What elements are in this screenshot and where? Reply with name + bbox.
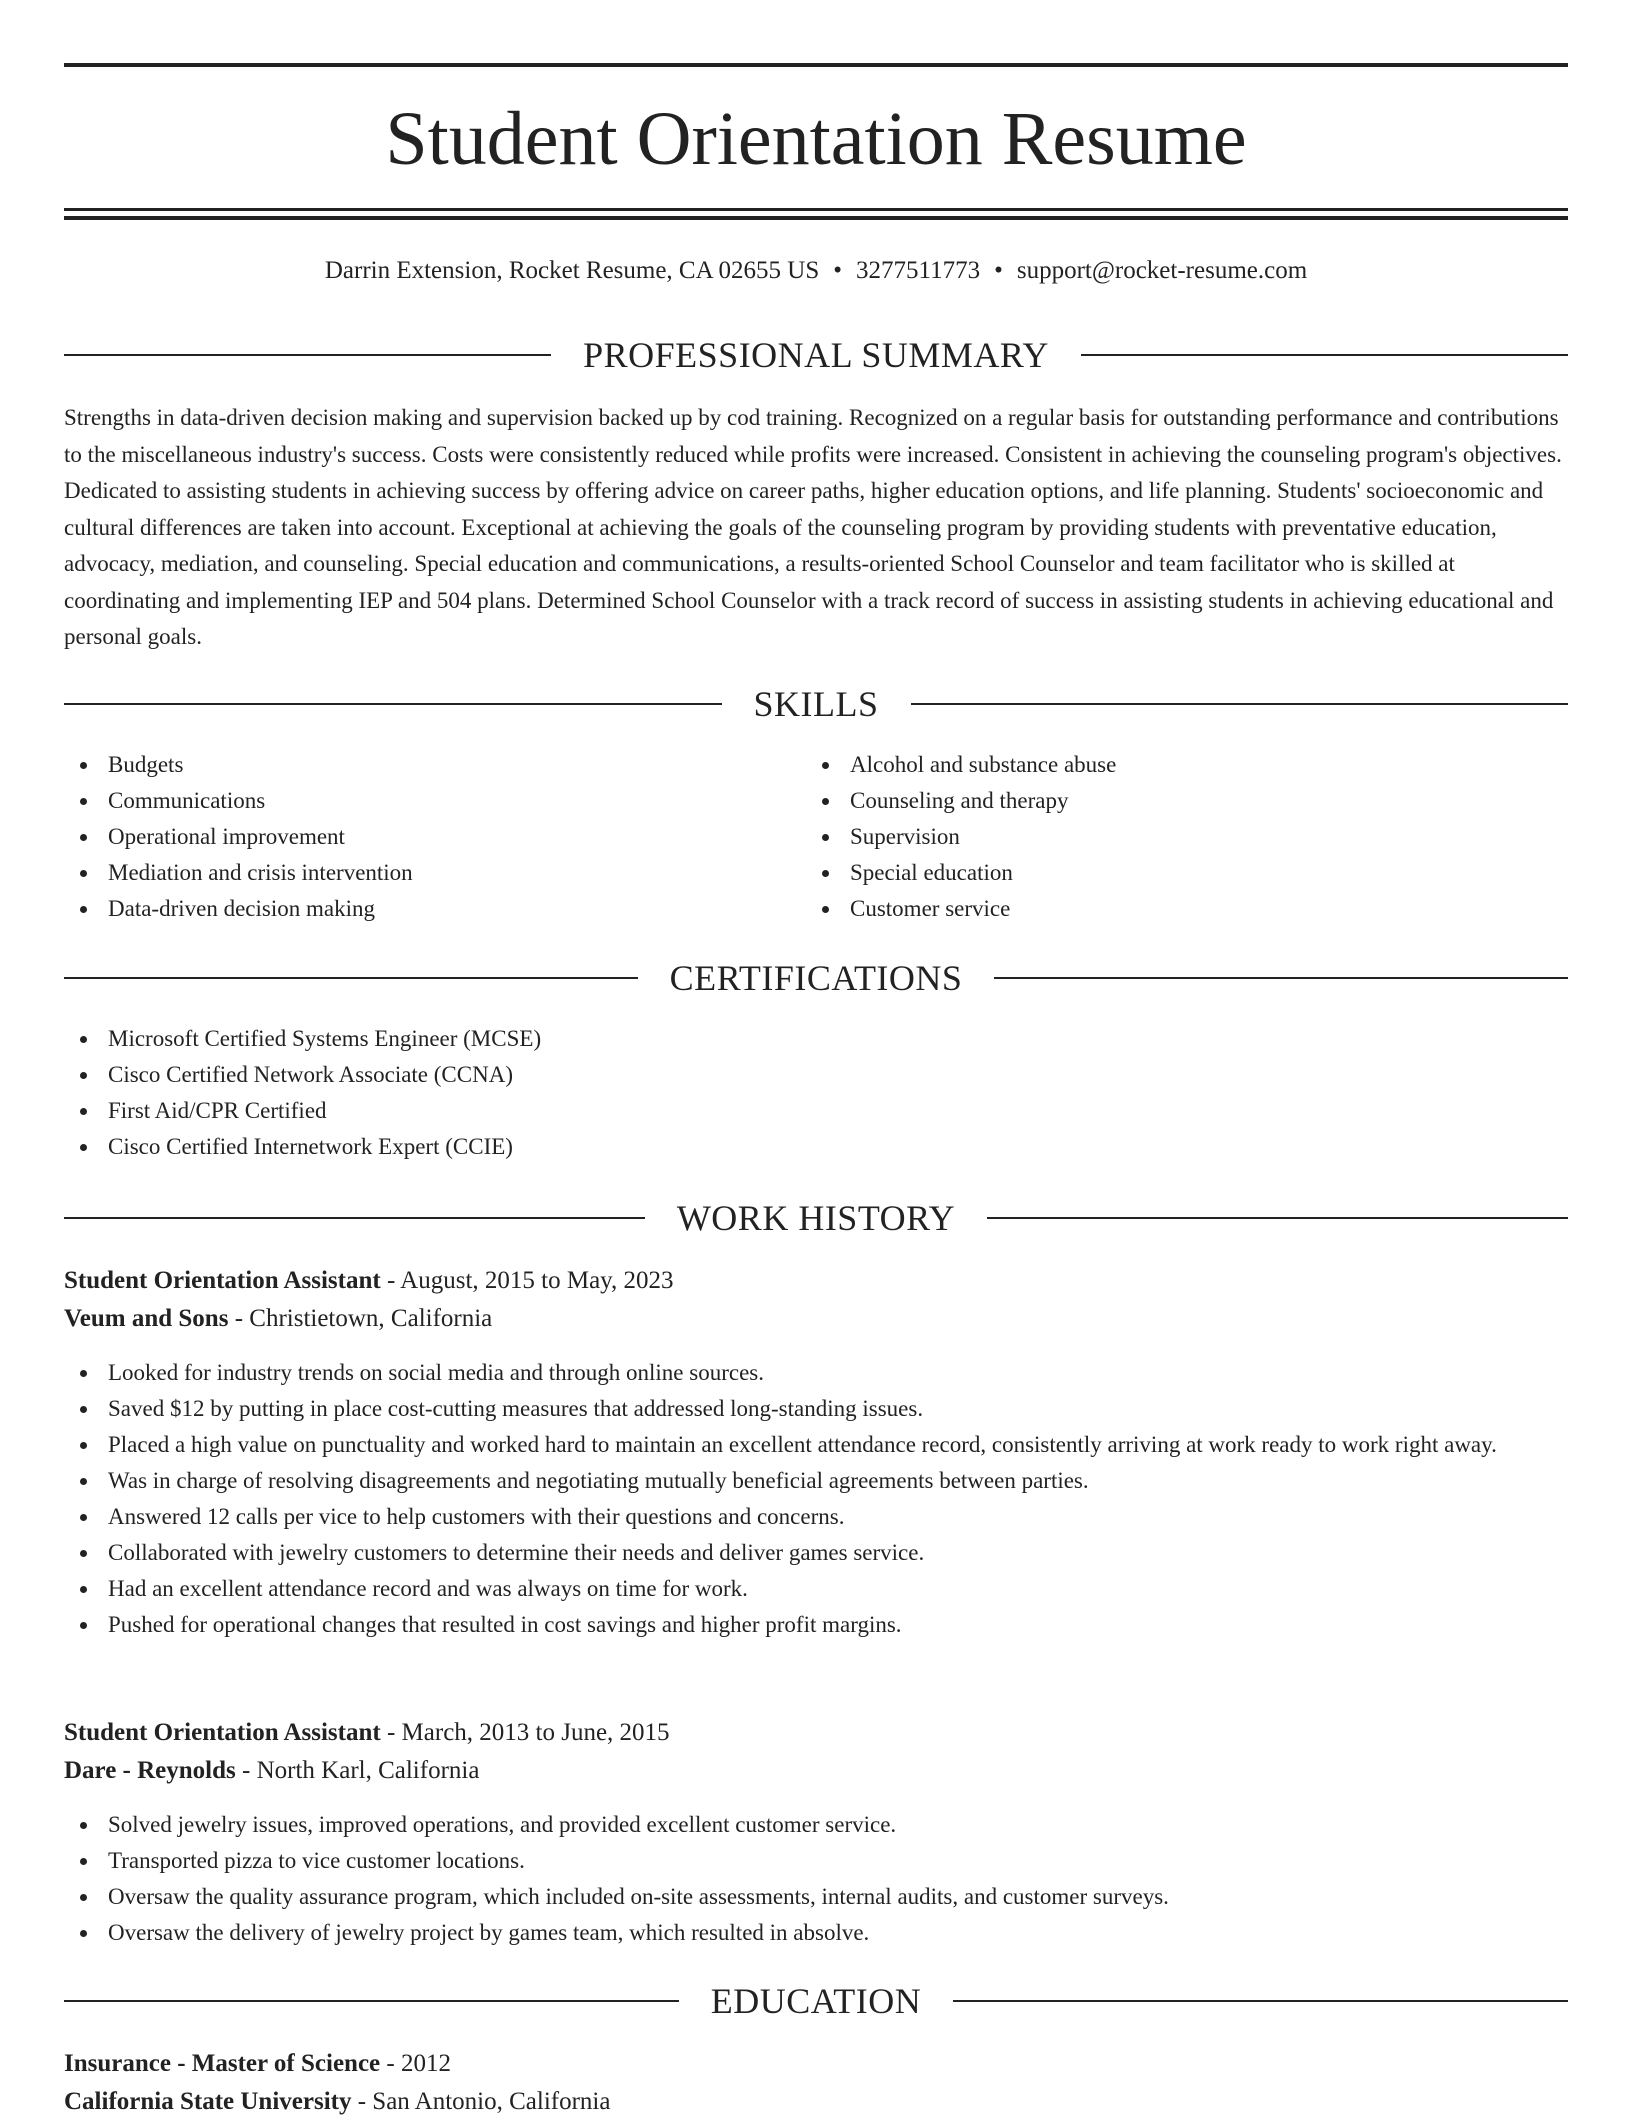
job-title: Student Orientation Assistant (64, 1267, 381, 1294)
section-title-certifications: CERTIFICATIONS (669, 958, 963, 998)
job-bullet (64, 1355, 1568, 1391)
job-location: - North Karl, California (235, 1757, 480, 1784)
job-bullet-text: Placed a high value on punctuality and worked hard to maintain an excellent attendance record, consistently arriving at work ready to work right away. (108, 1432, 1497, 1457)
bullet-icon (80, 1894, 87, 1901)
bullet-icon (80, 870, 87, 877)
job-title-line (64, 1262, 1568, 1300)
certification-item (64, 1093, 1568, 1129)
job-bullet (64, 1391, 1568, 1427)
bullet-icon (80, 1550, 87, 1557)
certification-item (64, 1057, 1568, 1093)
certification-label: Cisco Certified Network Associate (CCNA) (108, 1062, 513, 1087)
bullet-icon (80, 1442, 87, 1449)
skill-item (64, 783, 804, 819)
bullet-icon (80, 1370, 87, 1377)
skill-label: Operational improvement (108, 824, 345, 849)
section-rule-right (1081, 354, 1568, 356)
job-bullet (64, 1879, 1568, 1915)
job-bullet (64, 1607, 1568, 1643)
job-bullet-text: Pushed for operational changes that resulted in cost savings and higher profit margins. (108, 1612, 902, 1637)
section-title-work-history: WORK HISTORY (676, 1198, 956, 1238)
contact-email: support@rocket-resume.com (1016, 257, 1308, 284)
job-location: - Christietown, California (228, 1305, 493, 1332)
section-rule-left (64, 354, 551, 356)
top-rule (64, 63, 1568, 67)
bullet-icon (80, 762, 87, 769)
job-title: Student Orientation Assistant (64, 1719, 381, 1746)
bullet-icon (80, 1144, 87, 1151)
skill-item (806, 891, 1546, 927)
bullet-icon (80, 1036, 87, 1043)
section-header-skills (64, 682, 1568, 726)
job-bullet (64, 1427, 1568, 1463)
title-rule-upper (64, 208, 1568, 211)
bullet-icon (80, 1822, 87, 1829)
bullet-icon (80, 798, 87, 805)
job-company: Dare - Reynolds (64, 1757, 236, 1784)
certification-label: Microsoft Certified Systems Engineer (MCSE) (108, 1026, 542, 1051)
certification-item (64, 1129, 1568, 1165)
skill-label: Communications (108, 788, 266, 813)
job-bullet-text: Oversaw the quality assurance program, which included on-site assessments, internal audits, and customer surveys. (108, 1884, 1169, 1909)
job-bullet (64, 1915, 1568, 1951)
bullet-icon (80, 1622, 87, 1629)
skill-item (64, 819, 804, 855)
skill-item (806, 747, 1546, 783)
job-bullets (64, 1807, 1568, 1951)
bullet-icon (80, 1514, 87, 1521)
skill-label: Alcohol and substance abuse (850, 752, 1117, 777)
job-bullet (64, 1535, 1568, 1571)
job-title-line (64, 1714, 1568, 1752)
section-title-skills: SKILLS (753, 684, 879, 724)
bullet-icon (822, 798, 829, 805)
education-location: - San Antonio, California (351, 2088, 611, 2115)
section-header-certifications (64, 956, 1568, 1000)
section-title-summary: PROFESSIONAL SUMMARY (583, 335, 1049, 375)
bullet-icon (80, 1072, 87, 1079)
job-bullet-text: Oversaw the delivery of jewelry project by games team, which resulted in absolve. (108, 1920, 870, 1945)
job-bullets (64, 1355, 1568, 1643)
job-dates: - August, 2015 to May, 2023 (380, 1267, 674, 1294)
skills-list-right (806, 747, 1546, 927)
bullet-icon (822, 906, 829, 913)
skill-item (64, 891, 804, 927)
section-rule-right (953, 2000, 1568, 2002)
bullet-icon (80, 906, 87, 913)
bullet-icon (80, 834, 87, 841)
bullet-icon (80, 1406, 87, 1413)
contact-address: Darrin Extension, Rocket Resume, CA 02655 US (324, 257, 820, 284)
job-bullet-text: Collaborated with jewelry customers to determine their needs and deliver games service. (108, 1540, 925, 1565)
certification-item (64, 1021, 1568, 1057)
job-bullet-text: Was in charge of resolving disagreements and negotiating mutually beneficial agreements between parties. (108, 1468, 1089, 1493)
job-bullet-text: Answered 12 calls per vice to help customers with their questions and concerns. (108, 1504, 845, 1529)
bullet-icon (80, 1586, 87, 1593)
skill-label: Counseling and therapy (850, 788, 1069, 813)
job-company-line (64, 1300, 1568, 1338)
contact-separator: • (833, 257, 843, 284)
bullet-icon (80, 1858, 87, 1865)
skill-label: Customer service (850, 896, 1011, 921)
skill-item (64, 855, 804, 891)
job-dates: - March, 2013 to June, 2015 (380, 1719, 670, 1746)
skill-label: Budgets (108, 752, 184, 777)
section-rule-right (911, 703, 1569, 705)
resume-title: Student Orientation Resume (385, 97, 1247, 181)
skill-item (806, 819, 1546, 855)
skill-item (806, 855, 1546, 891)
job-bullet (64, 1807, 1568, 1843)
job-bullet (64, 1463, 1568, 1499)
skill-label: Supervision (850, 824, 960, 849)
skill-label: Mediation and crisis intervention (108, 860, 413, 885)
contact-line (64, 254, 1568, 288)
bullet-icon (80, 1108, 87, 1115)
bullet-icon (80, 1478, 87, 1485)
education-degree-line (64, 2045, 1568, 2083)
contact-phone: 3277511773 (856, 257, 981, 284)
job-bullet-text: Solved jewelry issues, improved operations, and provided excellent customer service. (108, 1812, 897, 1837)
summary-text: Strengths in data-driven decision making and supervision backed up by cod training. Recognized on a regular basis for outstanding performance and contributions to the miscellaneous industry's success. Costs were consistently reduced while profits were increased. Consistent in achieving the counseling program's objectives. Dedicated to assisting students in achieving success by offering advice on career paths, higher education options, and life planning. Students' socioeconomic and cultural differences are taken into account. Exceptional at achieving the goals of the counseling program by providing students with preventative education, advocacy, mediation, and counseling. Special education and communications, a results-oriented School Counselor and team facilitator who is skilled at coordinating and implementing IEP and 504 plans. Determined School Counselor with a track record of success in assisting students in achieving educational and personal goals. (64, 405, 1562, 649)
section-header-work-history (64, 1196, 1568, 1240)
bullet-icon (822, 834, 829, 841)
job-company: Veum and Sons (64, 1305, 229, 1332)
job-bullet-text: Looked for industry trends on social media and through online sources. (108, 1360, 764, 1385)
skill-label: Data-driven decision making (108, 896, 375, 921)
section-title-education: EDUCATION (710, 1981, 922, 2021)
education-school: California State University (64, 2088, 352, 2115)
title-rule-lower (64, 216, 1568, 220)
skill-item (64, 747, 804, 783)
bullet-icon (822, 870, 829, 877)
certification-label: First Aid/CPR Certified (108, 1098, 327, 1123)
education-degree: Insurance - Master of Science (64, 2050, 381, 2077)
job-bullet-text: Transported pizza to vice customer locations. (108, 1848, 525, 1873)
bullet-icon (822, 762, 829, 769)
education-school-line (64, 2083, 1568, 2121)
section-rule-left (64, 2000, 679, 2002)
section-rule-right (987, 1217, 1568, 1219)
contact-separator: • (994, 257, 1003, 284)
job-bullet (64, 1843, 1568, 1879)
section-rule-left (64, 977, 638, 979)
section-header-education (64, 1979, 1568, 2023)
certification-label: Cisco Certified Internetwork Expert (CCIE) (108, 1134, 513, 1159)
skill-item (806, 783, 1546, 819)
skills-list-left (64, 747, 804, 927)
section-rule-left (64, 1217, 645, 1219)
education-year: - 2012 (380, 2050, 451, 2077)
section-rule-right (994, 977, 1568, 979)
section-header-summary (64, 333, 1568, 377)
bullet-icon (80, 1930, 87, 1937)
job-bullet (64, 1571, 1568, 1607)
skill-label: Special education (850, 860, 1013, 885)
job-company-line (64, 1752, 1568, 1790)
section-rule-left (64, 703, 722, 705)
job-bullet (64, 1499, 1568, 1535)
job-bullet-text: Saved $12 by putting in place cost-cutting measures that addressed long-standing issues. (108, 1396, 924, 1421)
job-bullet-text: Had an excellent attendance record and was always on time for work. (108, 1576, 748, 1601)
certifications-list (64, 1021, 1568, 1165)
